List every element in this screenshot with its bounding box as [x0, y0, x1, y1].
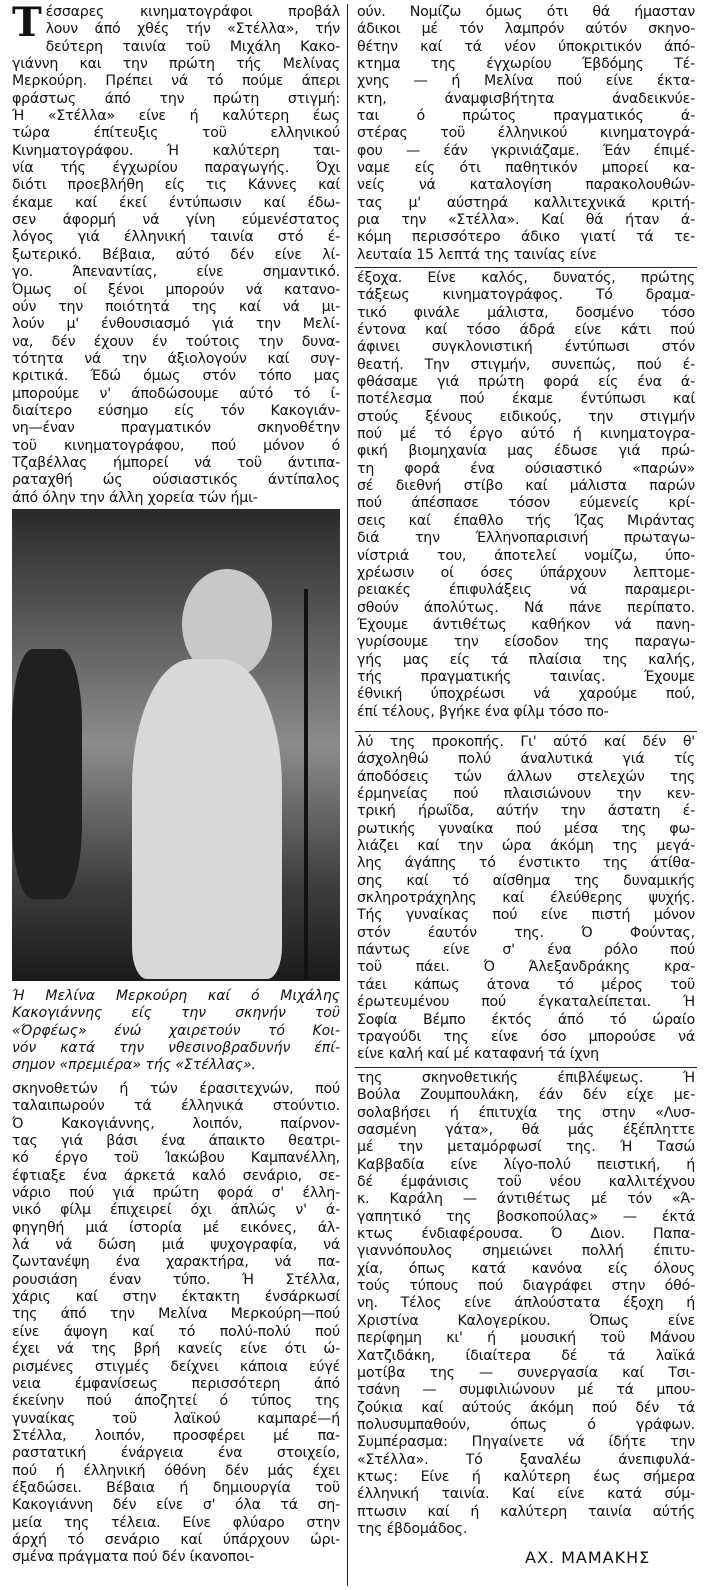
- separator-1: [355, 267, 697, 268]
- text-line: άποδόσεις τών άλλων στελεχών της: [357, 768, 695, 785]
- text-line: κτη, άναμφισβήτητα άναδεικνύε-: [357, 90, 695, 107]
- drop-cap: Τ: [12, 0, 42, 46]
- text-line: δέ έμφάνισις τοΰ νέου καλλιτέχνου: [357, 1174, 695, 1191]
- text-line: ούν. Νομίζω όμως ότι θά ήμασταν: [357, 4, 695, 20]
- column-left-top: [12, 0, 340, 507]
- text-line: μπορούμε ν' άποδώσουμε αύτό τό ί-: [12, 385, 340, 402]
- text-line: κτως: Είνε ή καλύτερη έως σήμερα: [357, 1468, 695, 1485]
- text-line: λόγος γιά έλληνική ταινία στό έ-: [12, 229, 340, 246]
- text-line: τας γιά βάσι ένα άπαικτο θεατρι-: [12, 1133, 340, 1150]
- text-line: τη φορά ένα ούσιαστικό «παρών»: [357, 460, 695, 477]
- text-line: έχει νά της βρή κανείς είνε ότι ώ-: [12, 1341, 340, 1358]
- text-line: έκείνην πού άποζητεί ό τύπος της: [12, 1393, 340, 1410]
- author-signature: ΑΧ. ΜΑΜΑΚΗΣ: [525, 1548, 651, 1567]
- text-line: πτωσιν καί ή καλύτερη ταινία αύτής: [357, 1503, 695, 1520]
- text-line: ρια την «Στέλλα». Καί θά ήταν ά-: [357, 212, 695, 229]
- text-line: μοτίβα της — συνεργασία καί Τσι-: [357, 1364, 695, 1381]
- text-line: σολαβήσει ή έπιτυχία της στην «Λυσ-: [357, 1104, 695, 1121]
- text-line: άφινει συγκλονιστική έντύπωσι στόν: [357, 339, 695, 356]
- text-line: Κακογιάννη δέν είνε σ' όλα τά ση-: [12, 1497, 340, 1514]
- text-line: στούς ξένους ειδικούς, την στιγμήν: [357, 408, 695, 425]
- text-line: κτως ένδιαφέρουσα. Ό Διον. Παπα-: [357, 1226, 695, 1243]
- text-line: γιαννόπουλος σημειώνει πολλή έπιτυ-: [357, 1243, 695, 1260]
- text-line: άσχοληθώ πολύ άναλυτικά γιά τίς: [357, 751, 695, 768]
- text-line: λης άγάπης τό ένστικτο της άτίθα-: [357, 855, 695, 872]
- text-line: διότι προεβλήθη είς τις Κάννες καί: [12, 177, 340, 194]
- text-line: γυρίσουμε την είσοδον της παραγω-: [357, 634, 695, 651]
- text-line: Σοφία Βέμπο έκτός άπό τό ώραίο: [357, 1011, 695, 1028]
- column-right-3: [357, 734, 695, 1064]
- text-line: σκηνοθετών ή τών έρασιτεχνών, πού: [12, 1081, 340, 1097]
- text-line: ται ό πρώτος πραγματικός ά-: [357, 108, 695, 125]
- photo-caption: [12, 988, 340, 1074]
- text-line: Ή «Στέλλα» είνε ή καλύτερη έως: [12, 108, 340, 125]
- text-line: σμένα πράγματα πού δέν ίκανοποι-: [12, 1549, 255, 1566]
- text-line: φράστως άπό την πρώτη στιγμή:: [12, 90, 340, 107]
- text-line: σκληροτράχηλης καί έλεύθερης ψυχής.: [357, 890, 695, 907]
- text-line: νεια έμφανίσεως περισσότερη άπό: [12, 1375, 340, 1392]
- text-line: έρμηνείας πού πλαισιώνουν την κεν-: [357, 786, 695, 803]
- text-line: τότητα νά την άξιολογούν καί συγ-: [12, 350, 340, 367]
- caption-line: Κακογιάννης είς την σκηνήν τοΰ: [12, 1005, 340, 1022]
- text-line: φική βιομηχανία μας έδωσε γιά πρώ-: [357, 443, 695, 460]
- text-line: νείς νά καταλογίση παρακολουθών-: [357, 177, 695, 194]
- text-line: γιάννη και την πρώτη τής Μελίνας: [12, 56, 340, 73]
- text-line: ούν την ποιότητά της καί νά μι-: [12, 298, 340, 315]
- text-line: χία, όπως κατά κανόνα είς όλους: [357, 1260, 695, 1277]
- text-line: πολυσυμπαθούν, όπως ό γράφων.: [357, 1416, 695, 1433]
- text-line: ραταχθή ώς ούσιαστικός άντίπαλος: [12, 472, 340, 489]
- text-line: τσάνη — συμφιλιώνουν μέ τά μπου-: [357, 1382, 695, 1399]
- text-line: τής πραγματικής ταινίας. Έχουμε: [357, 668, 695, 685]
- text-line: θέτην καί τά νέον ύποκριτικόν άπό-: [357, 38, 695, 55]
- column-divider: [347, 4, 348, 1586]
- text-line: άπό όλην την άλλη χορεία τών ήμι-: [12, 489, 258, 506]
- text-line: τραγούδι της είνε όσο μπορούσε νά: [357, 1028, 695, 1045]
- text-line: Τζαβέλλας ήμπορεί νά τοΰ άντιπα-: [12, 454, 340, 471]
- column-right-4: [357, 1070, 695, 1538]
- text-line: νη—έναν πραγματικόν σκηνοθέτην: [12, 420, 340, 437]
- text-line: ποτέλεσμα πού έκαμε έντύπωσι καί: [357, 391, 695, 408]
- text-line: Τής γυναίκας πού είνε πιστή μόνον: [357, 907, 695, 924]
- text-line: Χατζιδάκη, ίδιαίτερα δέ τά λαϊκά: [357, 1347, 695, 1364]
- text-line: μεία της τέλεια. Είνε φλύαρο στην: [12, 1514, 340, 1531]
- photo-microphone-stand: [304, 589, 308, 979]
- text-line: στέρας τοΰ έλληνικού κινηματογρά-: [357, 125, 695, 142]
- caption-line: «Όρφέως» ένώ χαιρετούν τό Κοι-: [12, 1022, 340, 1039]
- text-line: φηγηθή μιά ίστορία μέ εικόνες, άλ-: [12, 1219, 340, 1236]
- text-line: ταλαιπωρούν τά έλληνικά στούντιο.: [12, 1098, 340, 1115]
- text-line: πού ή έλληνική όθόνη δέν μάς έχει: [12, 1462, 340, 1479]
- text-line: γαπητικό της βοσκοπούλας» — έκτά: [357, 1208, 695, 1225]
- text-line: έλληνική ταινία. Καί είνε κατά σύμ-: [357, 1486, 695, 1503]
- text-line: ρουσιάση έναν τύπο. Ή Στέλλα,: [12, 1271, 340, 1288]
- text-line: ρειακές έπιφυλάξεις νά παραμερι-: [357, 582, 695, 599]
- text-line: Συμπέρασμα: Πηγαίνετε νά ίδήτε την: [357, 1434, 695, 1451]
- text-line: νικό φίλμ έπιχειρεί όχι άπλώς ν' ά-: [12, 1202, 340, 1219]
- text-line: Μερκούρη. Πρέπει νά τό πούμε άπερι: [12, 73, 340, 90]
- text-line: χάρις καί στην έκτακτη ένσάρκωσί: [12, 1289, 340, 1306]
- text-line: ρισμένες στιγμές δείχνει κάποια εύγέ: [12, 1358, 340, 1375]
- text-line: ζωντανέψη ένα χαρακτήρα, νά πα-: [12, 1254, 340, 1271]
- text-line: έκαμε καί έκεί έντύπωσιν καί έδω-: [12, 194, 340, 211]
- text-line: σθούν άπολύτως. Νά πάνε περίπατο.: [357, 599, 695, 616]
- text-line: ναμε είς ότι παθητικόν μπορεί κα-: [357, 160, 695, 177]
- text-line: λευταία 15 λεπτά της ταινίας είνε: [357, 246, 597, 263]
- caption-line: Ή Μελίνα Μερκούρη καί ό Μιχάλης: [12, 988, 340, 1004]
- text-line: άρχή τό σενάριο καί ύπάρχουν ώρι-: [12, 1531, 340, 1548]
- text-line: φου — έάν γκρινιάζαμε. Έάν έπιμέ-: [357, 142, 695, 159]
- text-line: «Στέλλα». Τό ξαναλέω άνεπιφυλά-: [357, 1451, 695, 1468]
- text-line: Όμως οί ξένοι μπορούν νά κατανο-: [12, 281, 340, 298]
- text-line: Έχουμε άντιθέτως καθήκον νά πανη-: [357, 616, 695, 633]
- text-line: έντονα καί τόσο άδρά είνε κάτι πού: [357, 322, 695, 339]
- text-line: νάριο πού γιά πρώτη φορά σ' έλλη-: [12, 1185, 340, 1202]
- text-line: έφτιαξε ένα άρκετά καλό σενάριο, σε-: [12, 1167, 340, 1184]
- text-line: Κινηματογράφου. Ή καλύτερη ται-: [12, 142, 340, 159]
- text-line: πού μέ τό έργο αύτό ή κινηματογρα-: [357, 426, 695, 443]
- text-line: χνης — ή Μελίνα πού είνε έκτα-: [357, 73, 695, 90]
- text-line: είνε καλή καί μέ καταφανή τά ίχνη: [357, 1046, 599, 1063]
- text-line: Χριστίνα Καλογερίκου. Όπως είνε: [357, 1312, 695, 1329]
- text-line: δεύτερη ταινία τοΰ Μιχάλη Κακο-: [45, 38, 340, 55]
- text-line: έξοχα. Είνε καλός, δυνατός, πρώτης: [357, 270, 695, 286]
- text-line: ραστατική ένάργεια ένα στοιχείο,: [12, 1445, 340, 1462]
- text-line: νη. Τέλος είνε άπλούστατα έξοχη ή: [357, 1295, 695, 1312]
- photo-figure-man: [12, 649, 82, 899]
- photo-figure-dress: [132, 659, 282, 979]
- text-line: διαίτερο εύσημο είς τόν Κακογιάν-: [12, 402, 340, 419]
- text-line: κόμη περισσότερο άδικο γιατί τά τε-: [357, 229, 695, 246]
- text-line: Καββαδία είνε λίγο-πολύ πειστική, ή: [357, 1156, 695, 1173]
- text-line: της άπό την Μελίνα Μερκούρη—πού: [12, 1306, 340, 1323]
- text-line: είνε άψογη καί τό πολύ-πολύ πού: [12, 1323, 340, 1340]
- text-line: Στέλλα, λοιπόν, προσφέρει μέ πα-: [12, 1427, 340, 1444]
- column-right-1: [357, 4, 695, 264]
- text-line: λά νά δώση μιά ψυχογραφία, νά: [12, 1237, 340, 1254]
- text-line: τοΰ πάει. Ό Άλεξανδράκης κρα-: [357, 959, 695, 976]
- text-line: της σκηνοθετικής έπιβλέψεως. Ή: [357, 1070, 695, 1086]
- text-line: τάει κάπως άτονα τό μέρος τοΰ: [357, 976, 695, 993]
- text-line: τούς τύπους πού διαγράφει στην όθό-: [357, 1278, 695, 1295]
- text-line: πάντως είνε σ' ένα ρόλο πού: [357, 942, 695, 959]
- text-line: ζούκια καί αύτούς άκόμη πού δέν τά: [357, 1399, 695, 1416]
- text-line: τοΰ κινηματογράφου, πού μόνον ό: [12, 437, 340, 454]
- text-line: σέ διεθνή στίβο καί μάλιστα παρών: [357, 478, 695, 495]
- text-line: λούν μ' ένθουσιασμό γιά την Μελί-: [12, 316, 340, 333]
- text-line: κριτικά. Έδώ όμως στόν τόπο μας: [12, 368, 340, 385]
- text-line: νία τής έγχωρίου παραγωγής. Όχι: [12, 160, 340, 177]
- text-line: νίστριά του, άποτελεί νομίζω, ύπο-: [357, 547, 695, 564]
- text-line: ρωτικής γυναίκα πού μέσα της φω-: [357, 820, 695, 837]
- text-line: λύ της προκοπής. Γι' αύτό καί δέν θ': [357, 734, 695, 750]
- text-line: τρική ήρωΐδα, αύτήν την άστατη έ-: [357, 803, 695, 820]
- text-line: έθνική ύποχρέωσι νά χαρούμε πού,: [357, 686, 695, 703]
- text-line: Βούλα Ζουμπουλάκη, έάν δέν είχε με-: [357, 1087, 695, 1104]
- text-line: θεατή. Την στιγμήν, συνεπώς, πού έ-: [357, 356, 695, 373]
- column-right-2: [357, 270, 695, 721]
- text-line: περίφημη κι' ή μουσική τοΰ Μάνου: [357, 1330, 695, 1347]
- text-line: φθάσαμε γιά πρώτη φορά είς ένα ά-: [357, 374, 695, 391]
- text-line: πού άπέσπασε τόσον εύμενείς κρί-: [357, 495, 695, 512]
- text-line: κό έργο τοΰ Ίακώβου Καμπανέλλη,: [12, 1150, 340, 1167]
- text-line: άδικοι μέ τόν λαμπρόν αύτόν σκηνο-: [357, 21, 695, 38]
- text-line: τάξεως κινηματογράφος. Τό δραμα-: [357, 287, 695, 304]
- separator-2: [355, 731, 697, 732]
- text-line: γυναίκας τοΰ λαϊκού καμπαρέ—ή: [12, 1410, 340, 1427]
- text-line: ξωτερικό. Βέβαια, αύτό δέν είνε λί-: [12, 246, 340, 263]
- text-line: γο. Άπεναντίας, είνε σημαντικό.: [12, 264, 340, 281]
- text-line: σεν άφορμή νά γίνη εύμενέστατος: [12, 212, 340, 229]
- text-line: έξαδώσει. Βέβαια ή δημιουργία τοΰ: [12, 1479, 340, 1496]
- text-line: Ό Κακογιάννης, λοιπόν, παίρνον-: [12, 1115, 340, 1132]
- text-line: κ. Καράλη — άντιθέτως μέ τόν «Ά-: [357, 1191, 695, 1208]
- text-line: μέ την μεταμόρφωσί της. Ή Τασώ: [357, 1139, 695, 1156]
- text-line: διά την Έλληνοπαρισινή πρωταγω-: [357, 530, 695, 547]
- text-line: σεις καί έπαθλο τής Ίζας Μιράντας: [357, 512, 695, 529]
- text-line: έρωτευμένου πού έγκαταλείπεται. Ή: [357, 994, 695, 1011]
- column-left-top-lines: [12, 0, 340, 507]
- text-line: τικό φινάλε μάλιστα, δοσμένο τόσο: [357, 304, 695, 321]
- separator-3: [355, 1067, 697, 1068]
- text-line: γής μας είς τά πλαίσια της καλής,: [357, 651, 695, 668]
- text-line: σασμένη γάτα», θά μάς έξέπληττε: [357, 1122, 695, 1139]
- text-line: σης καί τό αίσθημα της δυναμικής: [357, 872, 695, 889]
- text-line: έπί τέλους, βγήκε ένα φίλμ τόσο πο-: [357, 703, 609, 720]
- text-line: τώρα έπίτευξις τοΰ ελληνικού: [12, 125, 340, 142]
- text-line: χρέωσιν οί όσες ύπάρχουν λεπτομε-: [357, 564, 695, 581]
- text-line: της έβδομάδος.: [357, 1520, 468, 1537]
- scene-photo: [12, 509, 340, 981]
- text-line: κτημα της έγχωρίου Έβδόμης Τέ-: [357, 56, 695, 73]
- caption-line: νόν κατά την νθεσινοβραδυνήν έπί-: [12, 1039, 340, 1056]
- text-line: λουν άπό χθές τήν «Στέλλα», τήν: [45, 21, 340, 38]
- column-left-bottom: [12, 1081, 340, 1567]
- text-line: να, δέν έχουν έν τούτοις την δυνα-: [12, 333, 340, 350]
- text-line: τας μ' αύστηρά καλλιτεχνικά κριτή-: [357, 194, 695, 211]
- caption-line: σημον «πρεμιέρα» τής «Στέλλας».: [12, 1057, 256, 1074]
- text-line: στόν έαυτόν της. Ό Φούντας,: [357, 924, 695, 941]
- text-line: έσσαρες κινηματογράφοι προβάλ: [45, 4, 340, 20]
- text-line: λιάζει καί την ώρα άκόμη της μεγά-: [357, 838, 695, 855]
